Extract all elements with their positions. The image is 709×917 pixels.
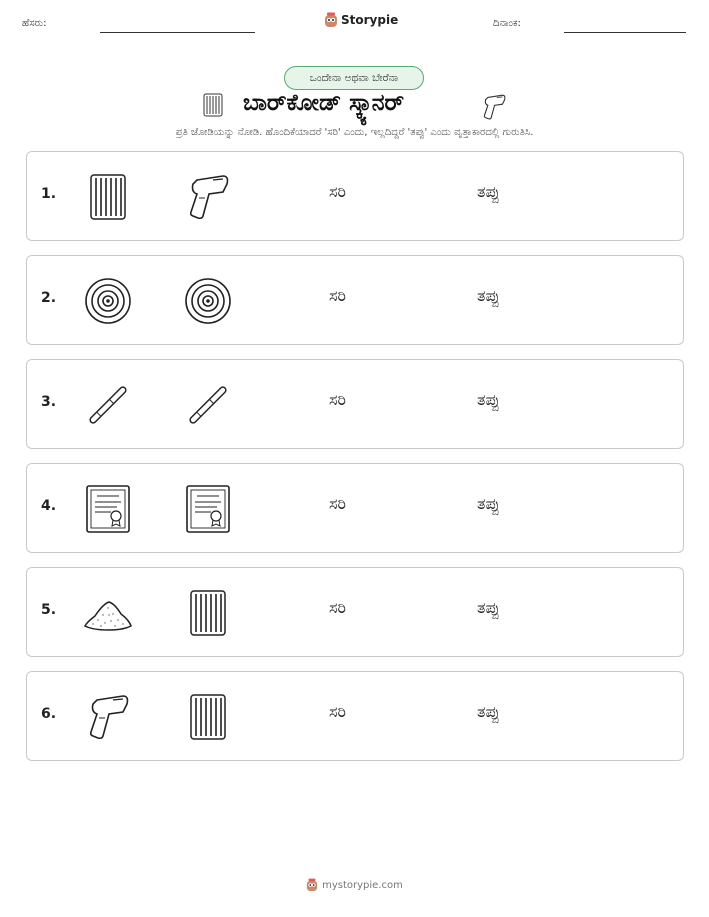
instructions: ಪ್ರತಿ ಜೋಡಿಯನ್ನು ನೋಡಿ. ಹೊಂದಿಕೆಯಾದರೆ 'ಸರಿ' ಎಂದು, ಇಲ್ಲದಿದ್ದರೆ 'ತಪ್ಪು' ಎಂದು ವೃತ್ತಾಕಾರದಲ್ಲಿ ಗುರುತಿಸಿ. <box>175 127 534 138</box>
answer-wrong[interactable]: ತಪ್ಪು <box>477 494 500 513</box>
scanner-icon <box>480 91 508 123</box>
question-number: 6. <box>41 706 57 722</box>
question-number: 3. <box>41 394 57 410</box>
stick-icon <box>83 380 133 430</box>
footer-url[interactable]: mystorypie.com <box>322 879 403 891</box>
barcode-icon <box>83 172 133 222</box>
question-row <box>26 567 684 657</box>
question-number: 1. <box>41 186 57 202</box>
answer-correct[interactable]: ಸರಿ <box>329 702 346 721</box>
question-row <box>26 151 684 241</box>
question-row <box>26 359 684 449</box>
question-number: 2. <box>41 290 57 306</box>
mascot-icon <box>306 878 318 892</box>
date-line[interactable] <box>564 32 686 33</box>
answer-correct[interactable]: ಸರಿ <box>329 598 346 617</box>
answer-correct[interactable]: ಸರಿ <box>329 494 346 513</box>
name-line[interactable] <box>100 32 255 33</box>
answer-correct[interactable]: ಸರಿ <box>329 182 346 201</box>
barcode-icon <box>183 588 233 638</box>
mascot-icon <box>324 12 338 28</box>
date-label: ದಿನಾಂಕ: <box>493 18 521 29</box>
answer-correct[interactable]: ಸರಿ <box>329 286 346 305</box>
certificate-icon <box>183 484 233 534</box>
brand-name: Storypie <box>341 13 399 27</box>
barcode-icon <box>203 93 223 117</box>
scanner-icon <box>183 172 233 222</box>
target-icon <box>83 276 133 326</box>
stick-icon <box>183 380 233 430</box>
question-row <box>26 463 684 553</box>
answer-correct[interactable]: ಸರಿ <box>329 390 346 409</box>
answer-wrong[interactable]: ತಪ್ಪು <box>477 702 500 721</box>
barcode-icon <box>183 692 233 742</box>
question-row <box>26 255 684 345</box>
question-number: 5. <box>41 602 57 618</box>
scanner-icon <box>83 692 133 742</box>
question-row <box>26 671 684 761</box>
page-title: ಬಾರ್‌ಕೋಡ್ ಸ್ಕ್ಯಾನರ್ <box>243 90 405 116</box>
sand-pile-icon <box>83 588 133 638</box>
answer-wrong[interactable]: ತಪ್ಪು <box>477 286 500 305</box>
worksheet-type-badge: ಒಂದೇನಾ ಅಥವಾ ಬೇರೆನಾ <box>284 66 424 90</box>
name-label: ಹೆಸರು: <box>22 18 47 29</box>
question-number: 4. <box>41 498 57 514</box>
target-icon <box>183 276 233 326</box>
footer <box>0 878 709 892</box>
answer-wrong[interactable]: ತಪ್ಪು <box>477 390 500 409</box>
answer-wrong[interactable]: ತಪ್ಪು <box>477 598 500 617</box>
certificate-icon <box>83 484 133 534</box>
answer-wrong[interactable]: ತಪ್ಪು <box>477 182 500 201</box>
brand-logo <box>324 12 398 28</box>
